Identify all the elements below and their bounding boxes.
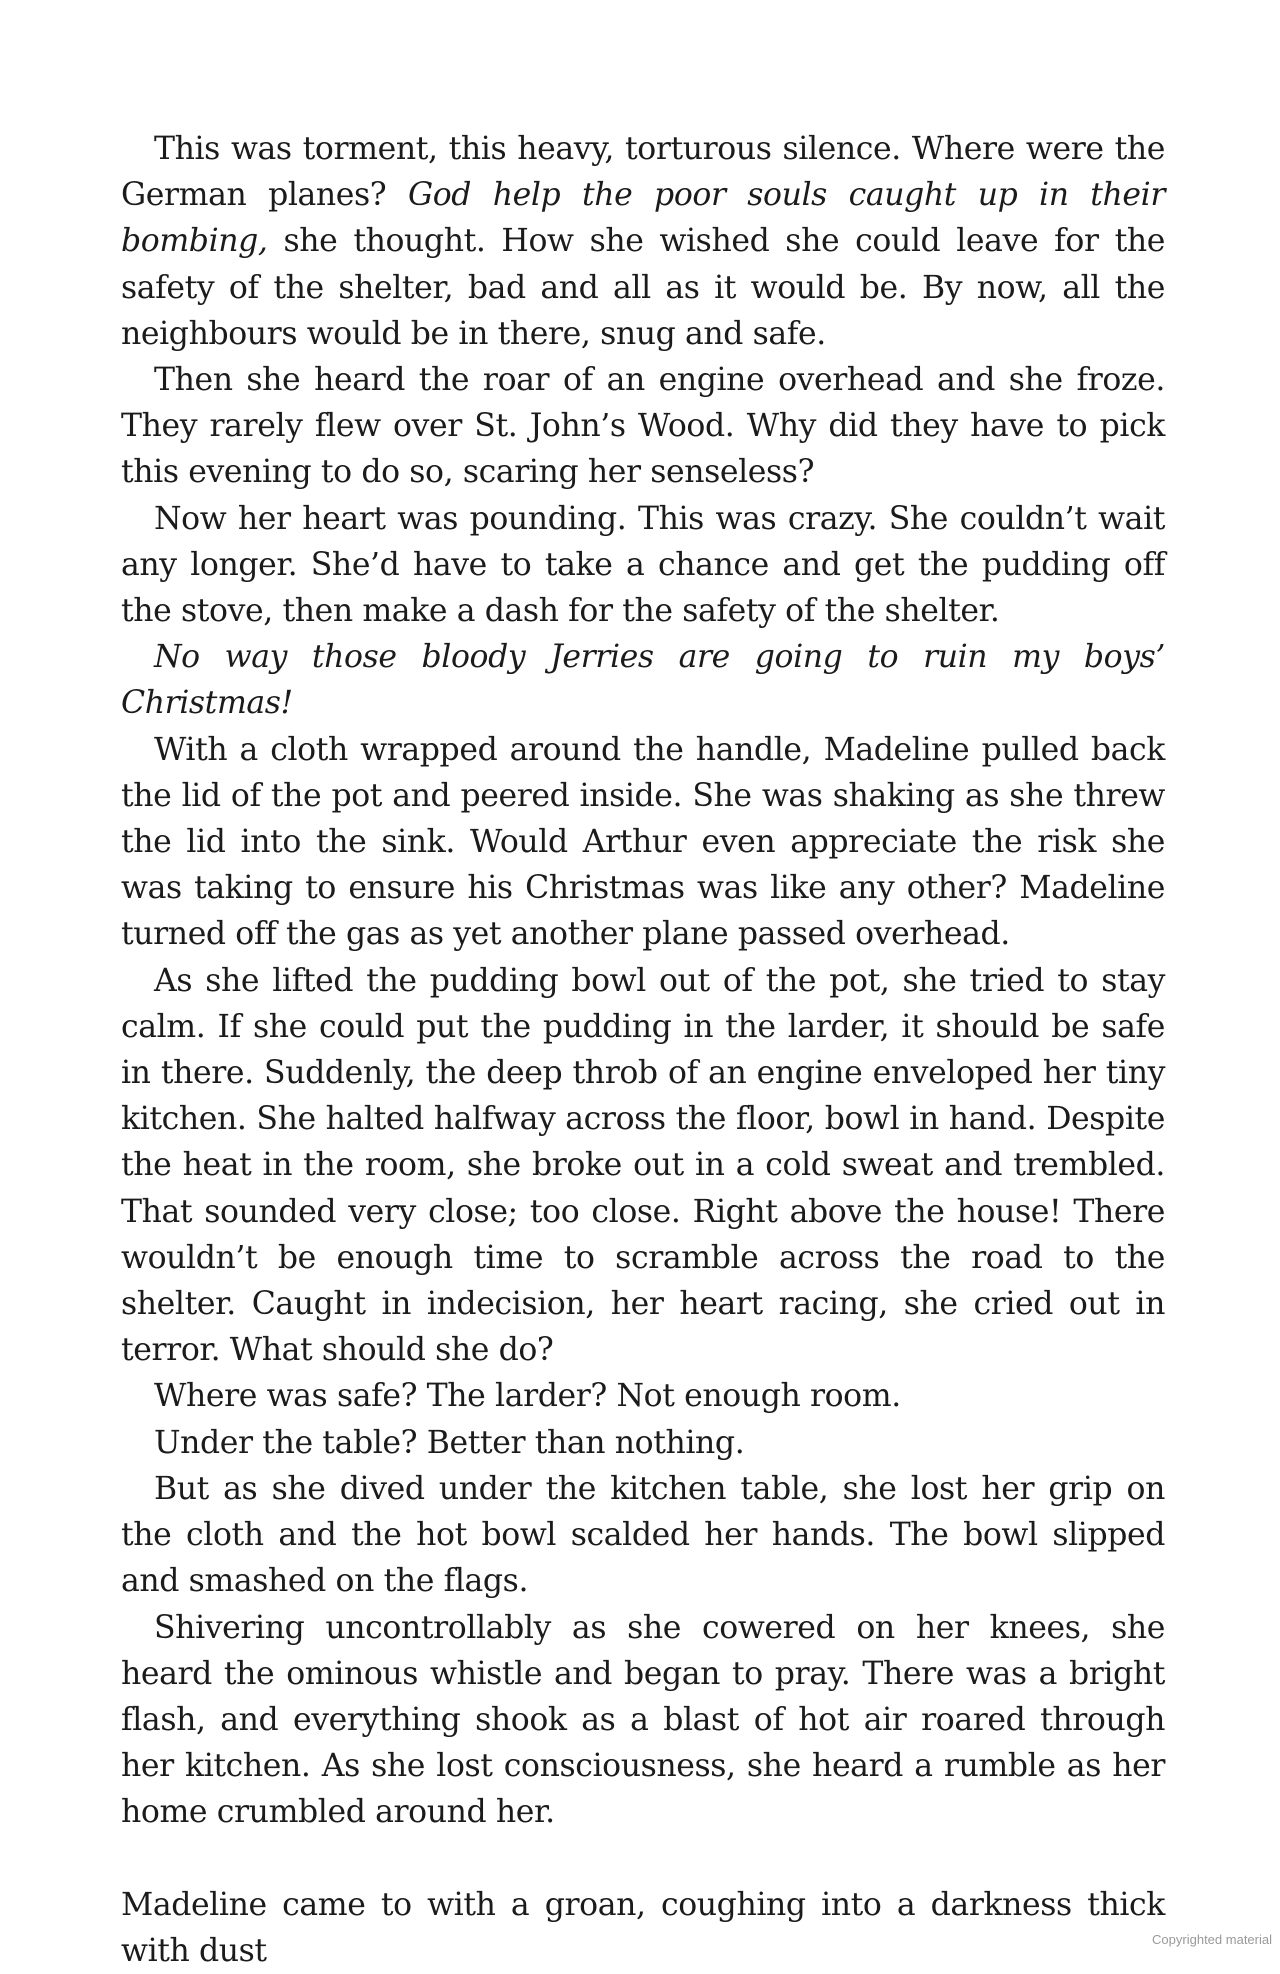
paragraph-7: Where was safe? The larder? Not enough room. bbox=[154, 1378, 901, 1415]
paragraph-9: But as she dived under the kitchen table, she lost her grip on the cloth and the hot bowl scalded her hands. The bowl slipped and smashed on the flags. bbox=[121, 1470, 1165, 1600]
paragraph-4-italic-thought: No way those bloody Jerries are going to ruin my boys’ Christmas! bbox=[121, 639, 1165, 722]
paragraph-2: Then she heard the roar of an engine overhead and she froze. They rarely flew over St. John’s Wood. Why did they have to pick this evening to do so, scaring her senseless? bbox=[121, 362, 1165, 491]
paragraph-5: With a cloth wrapped around the handle, Madeline pulled back the lid of the pot and peered inside. She was shaking as she threw the lid into the sink. Would Arthur even appreciate the risk she was taking to ensure his Christmas was like any other? Madeline turned off the gas as yet another plane passed overhead. bbox=[121, 731, 1165, 953]
paragraph-3: Now her heart was pounding. This was crazy. She couldn’t wait any longer. She’d have to take a chance and get the pudding off the stove, then make a dash for the safety of the shelter. bbox=[121, 500, 1165, 630]
paragraph-1-text-start: This was torment, this heavy, torturous silence. Where were the German planes? bbox=[121, 131, 1165, 214]
paragraph-10: Shivering uncontrollably as she cowered on her knees, she heard the ominous whistle and began to pray. There was a bright flash, and everything shook as a blast of hot air roared through her kitchen. As she lost consciousness, she heard a rumble as her home crumbled around her. bbox=[121, 1609, 1165, 1831]
paragraph-1-italic-thought: God help the poor souls caught up in their bombing, bbox=[121, 177, 1166, 260]
paragraph-1 bbox=[121, 126, 1165, 357]
page-body bbox=[121, 126, 1165, 1974]
copyright-watermark: Copyrighted material bbox=[1152, 1932, 1272, 1947]
paragraph-6: As she lifted the pudding bowl out of the pot, she tried to stay calm. If she could put the pudding in the larder, it should be safe in there. Suddenly, the deep throb of an engine enveloped her tiny kitchen. She halted halfway across the floor, bowl in hand. Despite the heat in the room, she broke out in a cold sweat and trembled. That sounded very close; too close. Right above the house! There wouldn’t be enough time to scramble across the road to the shelter. Caught in indecision, her heart racing, she cried out in terror. What should she do? bbox=[121, 962, 1165, 1369]
paragraph-1-text-end: she thought. How she wished she could leave for the safety of the shelter, bad and all as it would be. By now, all the neighbours would be in there, snug and safe. bbox=[121, 223, 1165, 352]
paragraph-11-section-start: Madeline came to with a groan, coughing into a darkness thick with dust bbox=[121, 1886, 1165, 1969]
paragraph-8: Under the table? Better than nothing. bbox=[154, 1424, 745, 1461]
